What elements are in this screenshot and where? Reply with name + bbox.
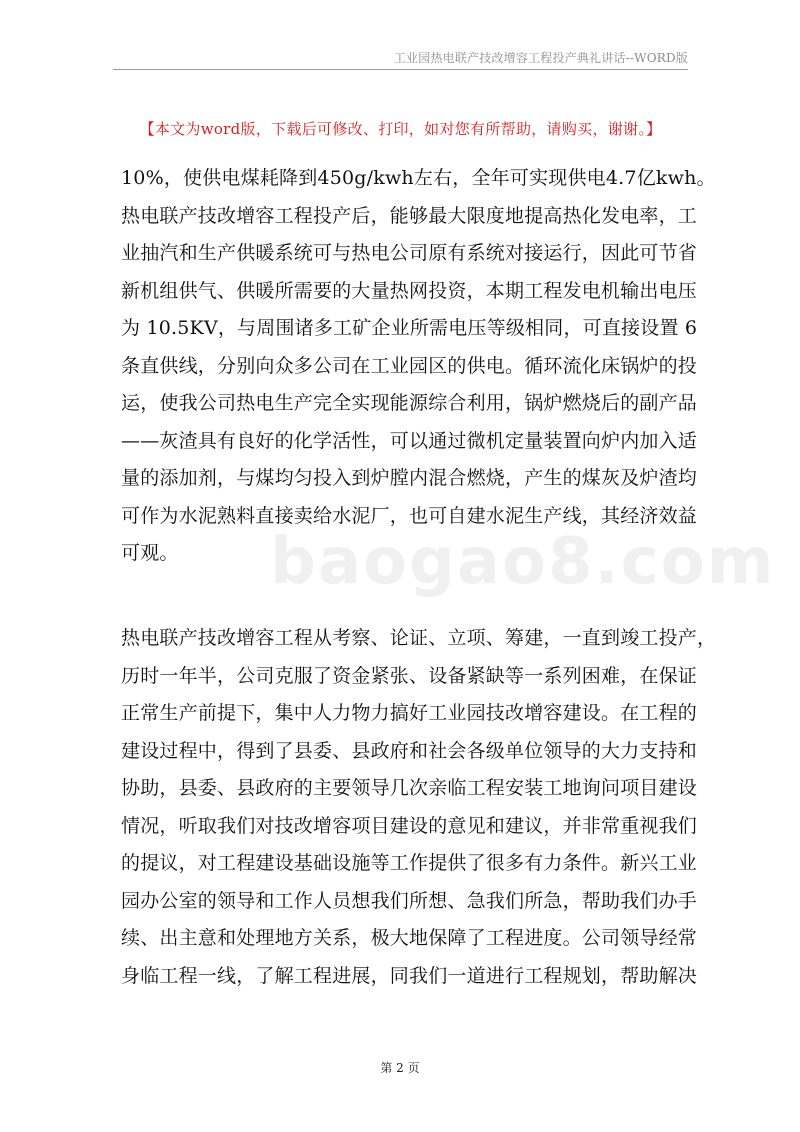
text-line: 为 10.5KV，与周围诸多工矿企业所需电压等级相同，可直接设置 6	[121, 317, 698, 339]
header-divider	[113, 69, 688, 70]
text-line: 身临工程一线，了解工程进展，同我们一道进行工程规划，帮助解决	[121, 964, 698, 987]
text-line: 历时一年半，公司克服了资金紧张、设备紧缺等一系列困难，在保证	[121, 664, 698, 687]
text-line: 运，使我公司热电生产完全实现能源综合利用，锅炉燃烧后的副产品	[121, 392, 698, 414]
text-line: 业抽汽和生产供暖系统可与热电公司原有系统对接运行，因此可节省	[121, 242, 698, 264]
text-line: ——灰渣具有良好的化学活性，可以通过微机定量装置向炉内加入适	[121, 429, 698, 452]
text-line: 热电联产技改增容工程从考察、论证、立项、筹建，一直到竣工投产，	[121, 627, 717, 649]
page-number: 第 2 页	[380, 1061, 420, 1075]
document-header-title: 工业园热电联产技改增容工程投产典礼讲话--WORD版	[393, 51, 688, 65]
text-line: 建设过程中，得到了县委、县政府和社会各级单位领导的大力支持和	[121, 739, 698, 762]
text-line: 热电联产技改增容工程投产后，能够最大限度地提高热化发电率，工	[121, 204, 698, 227]
text-line: 条直供线，分别向众多公司在工业园区的供电。循环流化床锅炉的投	[121, 354, 698, 377]
text-line: 可作为水泥熟料直接卖给水泥厂，也可自建水泥生产线，其经济效益	[121, 504, 698, 527]
text-line: 量的添加剂，与煤均匀投入到炉膛内混合燃烧，产生的煤灰及炉渣均	[121, 467, 698, 489]
text-line: 10%，使供电煤耗降到450g/kwh左右，全年可实现供电4.7亿kwh。	[121, 167, 716, 189]
text-line: 可观。	[121, 542, 179, 564]
text-line: 新机组供气、供暖所需要的大量热网投资，本期工程发电机输出电压	[121, 279, 698, 302]
watermark: baogao8.com	[270, 525, 776, 599]
text-line: 园办公室的领导和工作人员想我们所想、急我们所急，帮助我们办手	[121, 889, 698, 912]
text-line: 续、出主意和处理地方关系，极大地保障了工程进度。公司领导经常	[121, 927, 698, 949]
paragraph-1	[121, 160, 716, 573]
purchase-notice: 【本文为word版，下载后可修改、打印，如对您有所帮助，请购买，谢谢。】	[139, 120, 662, 138]
text-line: 的提议，对工程建设基础设施等工作提供了很多有力条件。新兴工业	[121, 852, 698, 874]
paragraph-2	[121, 620, 717, 995]
text-line: 情况，听取我们对技改增容项目建设的意见和建议，并非常重视我们	[121, 814, 698, 837]
text-line: 正常生产前提下，集中人力物力搞好工业园技改增容建设。在工程的	[121, 702, 698, 724]
text-line: 协助，县委、县政府的主要领导几次亲临工程安装工地询问项目建设	[121, 777, 698, 799]
